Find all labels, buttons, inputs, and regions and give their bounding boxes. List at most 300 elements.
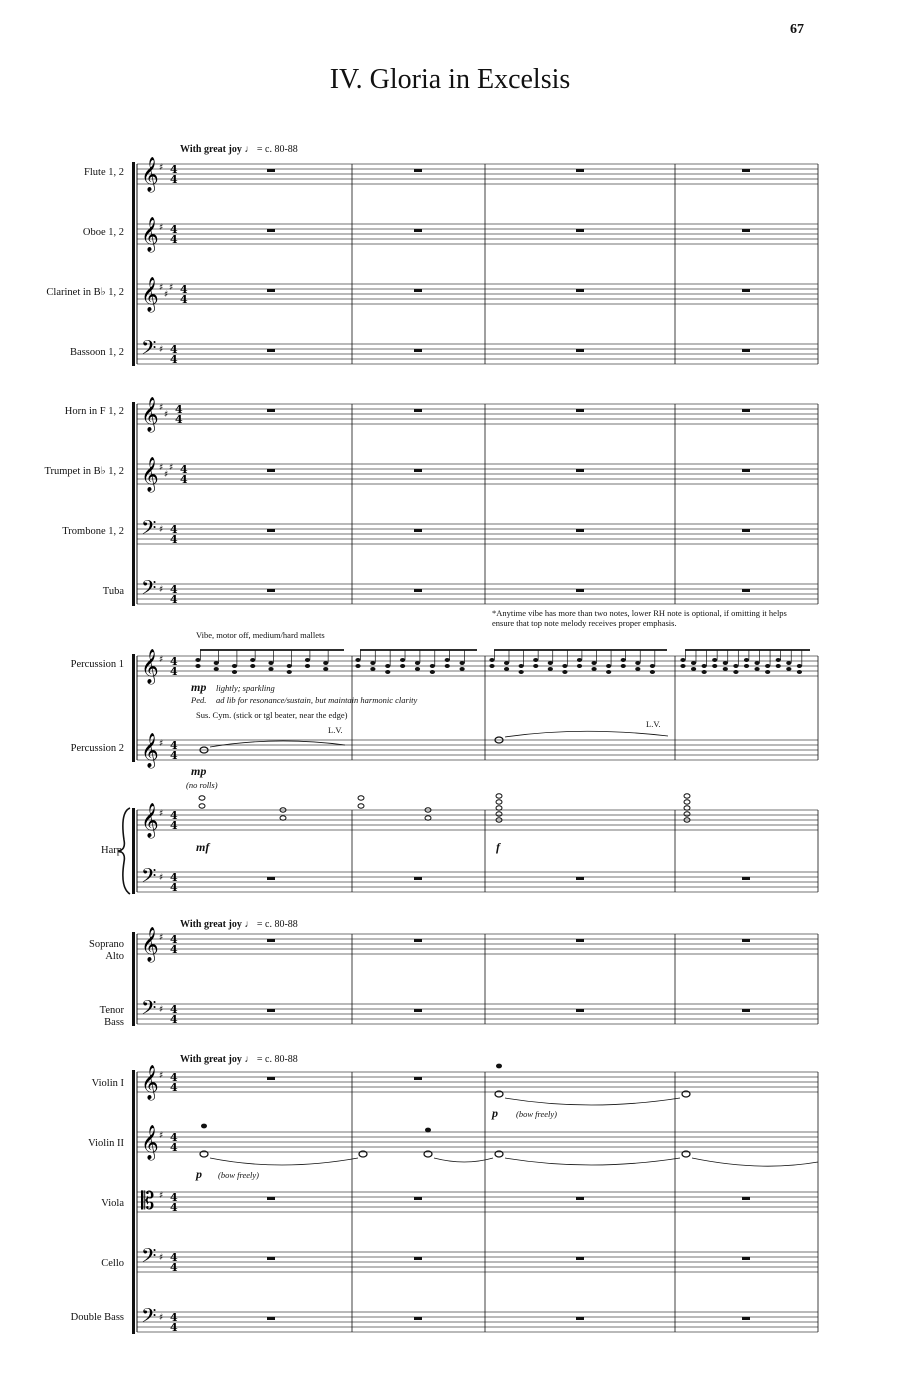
note-head bbox=[415, 661, 420, 665]
note-head bbox=[287, 670, 292, 674]
page-number: 67 bbox=[790, 22, 804, 37]
whole-rest-icon bbox=[267, 169, 275, 172]
harp-note bbox=[358, 804, 364, 808]
vln1-dynamic: p bbox=[492, 1106, 498, 1120]
time-signature-top: 4 bbox=[170, 583, 178, 596]
whole-rest-icon bbox=[414, 1257, 422, 1260]
note-head bbox=[786, 661, 791, 665]
note-head bbox=[577, 658, 582, 662]
whole-rest-icon bbox=[576, 529, 584, 532]
note-head bbox=[460, 667, 465, 671]
bass-clef-icon: 𝄢 bbox=[141, 336, 157, 364]
whole-rest-icon bbox=[742, 469, 750, 472]
bracket bbox=[132, 808, 135, 894]
bass-clef-icon: 𝄢 bbox=[141, 516, 157, 544]
time-signature-bottom: 4 bbox=[170, 749, 178, 762]
sharp-icon: ♯ bbox=[159, 1253, 164, 1263]
harp-dynamic-mf: mf bbox=[196, 840, 210, 854]
note-head bbox=[733, 664, 738, 668]
label-percussion-1: Percussion 1 bbox=[70, 659, 124, 670]
sharp-icon: ♯ bbox=[159, 655, 164, 665]
label-violin-2: Violin II bbox=[88, 1138, 124, 1149]
note-head bbox=[562, 670, 567, 674]
note-head bbox=[702, 664, 707, 668]
note-head bbox=[702, 670, 707, 674]
note-head bbox=[460, 661, 465, 665]
time-signature-top: 4 bbox=[180, 463, 188, 476]
tie bbox=[434, 1158, 493, 1162]
time-signature-bottom: 4 bbox=[170, 1081, 178, 1094]
note-head bbox=[430, 670, 435, 674]
note-head bbox=[691, 661, 696, 665]
note-head bbox=[635, 661, 640, 665]
whole-rest-icon bbox=[742, 939, 750, 942]
sharp-icon: ♯ bbox=[164, 470, 169, 480]
sharp-icon: ♯ bbox=[159, 1071, 164, 1081]
note-head bbox=[504, 667, 509, 671]
vibe-setup: Vibe, motor off, medium/hard mallets bbox=[196, 630, 325, 640]
whole-rest-icon bbox=[267, 469, 275, 472]
whole-rest-icon bbox=[267, 349, 275, 352]
tie bbox=[505, 731, 668, 737]
whole-rest-icon bbox=[267, 1197, 275, 1200]
tie bbox=[505, 1158, 680, 1165]
whole-rest-icon bbox=[742, 1257, 750, 1260]
note-head bbox=[712, 658, 717, 662]
time-signature-top: 4 bbox=[170, 343, 178, 356]
note-head bbox=[723, 661, 728, 665]
label-cello: Cello bbox=[101, 1258, 124, 1269]
time-signature-top: 4 bbox=[180, 283, 188, 296]
vln1-bow-freely: (bow freely) bbox=[516, 1109, 557, 1119]
treble-clef-icon: 𝄞 bbox=[141, 217, 159, 252]
label-bass-voice: Bass bbox=[104, 1017, 124, 1028]
note-head bbox=[519, 670, 524, 674]
note-head bbox=[797, 670, 802, 674]
page-title: IV. Gloria in Excelsis bbox=[329, 64, 571, 95]
note-head bbox=[548, 667, 553, 671]
sharp-icon: ♯ bbox=[159, 933, 164, 943]
sharp-icon: ♯ bbox=[159, 525, 164, 535]
note-head bbox=[650, 664, 655, 668]
whole-rest-icon bbox=[742, 349, 750, 352]
whole-rest-icon bbox=[576, 589, 584, 592]
treble-clef-icon: 𝄞 bbox=[141, 649, 159, 684]
harp-chord-note bbox=[496, 806, 502, 810]
note-head bbox=[400, 658, 405, 662]
note-head bbox=[723, 667, 728, 671]
harp-chord-note bbox=[496, 812, 502, 816]
note-head bbox=[776, 658, 781, 662]
whole-rest-icon bbox=[414, 589, 422, 592]
whole-rest-icon bbox=[414, 349, 422, 352]
tempo-metronome: = c. 80-88 bbox=[256, 1054, 298, 1065]
note-head bbox=[400, 664, 405, 668]
whole-rest-icon bbox=[742, 877, 750, 880]
quarter-note-icon: ♩ bbox=[244, 144, 255, 155]
whole-rest-icon bbox=[576, 349, 584, 352]
treble-clef-icon: 𝄞 bbox=[141, 733, 159, 768]
note-head bbox=[305, 658, 310, 662]
note-head bbox=[268, 661, 273, 665]
sus-cym-instruction: Sus. Cym. (stick or tgl beater, near the edge) bbox=[196, 710, 348, 720]
harp-chord-note bbox=[496, 794, 502, 798]
bass-clef-icon: 𝄢 bbox=[141, 1304, 157, 1332]
note-head bbox=[712, 664, 717, 668]
harp-note bbox=[280, 816, 286, 820]
sharp-icon: ♯ bbox=[159, 873, 164, 883]
treble-clef-icon: 𝄞 bbox=[141, 927, 159, 962]
whole-rest-icon bbox=[576, 469, 584, 472]
treble-clef-icon: 𝄞 bbox=[141, 157, 159, 192]
time-signature-top: 4 bbox=[170, 655, 178, 668]
whole-rest-icon bbox=[576, 1197, 584, 1200]
whole-rest-icon bbox=[267, 1009, 275, 1012]
time-signature-top: 4 bbox=[170, 809, 178, 822]
note-head bbox=[232, 670, 237, 674]
note-head bbox=[797, 664, 802, 668]
note-head bbox=[504, 661, 509, 665]
time-signature-top: 4 bbox=[170, 933, 178, 946]
lv-mark-2: L.V. bbox=[646, 719, 661, 729]
whole-rest-icon bbox=[576, 877, 584, 880]
whole-rest-icon bbox=[414, 409, 422, 412]
sharp-icon: ♯ bbox=[169, 283, 174, 293]
note-head bbox=[195, 658, 200, 662]
whole-rest-icon bbox=[267, 939, 275, 942]
note-head bbox=[621, 664, 626, 668]
label-violin-1: Violin I bbox=[91, 1078, 124, 1089]
note-head bbox=[533, 664, 538, 668]
note-head bbox=[765, 670, 770, 674]
note-head bbox=[385, 670, 390, 674]
harmonic-note bbox=[496, 1064, 502, 1069]
barlines bbox=[118, 162, 818, 1334]
whole-rest-icon bbox=[414, 289, 422, 292]
tie bbox=[210, 741, 345, 747]
time-signature-bottom: 4 bbox=[175, 413, 183, 426]
whole-rest-icon bbox=[267, 877, 275, 880]
sharp-icon: ♯ bbox=[164, 290, 169, 300]
note-head bbox=[606, 670, 611, 674]
harp-chord-note bbox=[496, 800, 502, 804]
note-head bbox=[733, 670, 738, 674]
whole-rest-icon bbox=[267, 229, 275, 232]
bass-clef-icon: 𝄢 bbox=[141, 864, 157, 892]
whole-rest-icon bbox=[742, 1317, 750, 1320]
time-signature-bottom: 4 bbox=[170, 665, 178, 678]
whole-rest-icon bbox=[742, 1197, 750, 1200]
note-head bbox=[323, 667, 328, 671]
note-head bbox=[305, 664, 310, 668]
label-trumpet: Trumpet in B♭ 1, 2 bbox=[44, 466, 124, 477]
whole-rest-icon bbox=[576, 1257, 584, 1260]
note-head bbox=[621, 658, 626, 662]
harp-chord-note bbox=[684, 806, 690, 810]
time-signature-top: 4 bbox=[170, 1191, 178, 1204]
time-signature-top: 4 bbox=[170, 1311, 178, 1324]
note-head bbox=[214, 667, 219, 671]
whole-rest-icon bbox=[742, 409, 750, 412]
sharp-icon: ♯ bbox=[159, 163, 164, 173]
vln2-bow-freely: (bow freely) bbox=[218, 1170, 259, 1180]
note-head bbox=[250, 658, 255, 662]
sharp-icon: ♯ bbox=[159, 1313, 164, 1323]
note-head bbox=[370, 661, 375, 665]
label-soprano: Soprano bbox=[89, 939, 124, 950]
harmonic-note bbox=[201, 1124, 207, 1129]
pedal-mark: Ped. bbox=[191, 695, 207, 705]
time-signature-bottom: 4 bbox=[170, 173, 178, 186]
whole-rest-icon bbox=[414, 1077, 422, 1080]
whole-rest-icon bbox=[414, 1009, 422, 1012]
whole-rest-icon bbox=[414, 877, 422, 880]
whole-rest-icon bbox=[576, 169, 584, 172]
note-head bbox=[489, 658, 494, 662]
whole-rest-icon bbox=[414, 229, 422, 232]
time-signature-bottom: 4 bbox=[170, 1321, 178, 1334]
note-head bbox=[415, 667, 420, 671]
harp-chord-note bbox=[684, 794, 690, 798]
whole-rest-icon bbox=[267, 409, 275, 412]
label-tuba: Tuba bbox=[102, 586, 124, 597]
note-head bbox=[355, 658, 360, 662]
whole-rest-icon bbox=[414, 1197, 422, 1200]
treble-clef-icon: 𝄞 bbox=[141, 397, 159, 432]
sharp-icon: ♯ bbox=[159, 1131, 164, 1141]
bracket bbox=[132, 654, 135, 762]
note-head bbox=[635, 667, 640, 671]
note-head bbox=[776, 664, 781, 668]
time-signature-bottom: 4 bbox=[170, 1013, 178, 1026]
label-clarinet: Clarinet in B♭ 1, 2 bbox=[46, 287, 124, 298]
time-signature-bottom: 4 bbox=[170, 353, 178, 366]
whole-rest-icon bbox=[742, 289, 750, 292]
label-harp: Harp bbox=[101, 845, 122, 856]
note-head bbox=[680, 658, 685, 662]
note-head bbox=[577, 664, 582, 668]
harmonic-note bbox=[425, 1128, 431, 1133]
tempo-text: With great joy bbox=[180, 1054, 242, 1065]
time-signature-bottom: 4 bbox=[170, 233, 178, 246]
time-signature-top: 4 bbox=[170, 163, 178, 176]
quarter-note-icon: ♩ bbox=[244, 1054, 255, 1065]
sharp-icon: ♯ bbox=[159, 345, 164, 355]
whole-rest-icon bbox=[267, 589, 275, 592]
note-head bbox=[519, 664, 524, 668]
sharp-icon: ♯ bbox=[159, 1191, 164, 1201]
treble-clef-icon: 𝄞 bbox=[141, 1065, 159, 1100]
note-head bbox=[591, 661, 596, 665]
bracket bbox=[132, 402, 135, 606]
time-signature-top: 4 bbox=[175, 403, 183, 416]
whole-rest-icon bbox=[742, 529, 750, 532]
note-head bbox=[370, 667, 375, 671]
treble-clef-icon: 𝄞 bbox=[141, 803, 159, 838]
note-head bbox=[214, 661, 219, 665]
bass-clef-icon: 𝄢 bbox=[141, 576, 157, 604]
vln2-dynamic: p bbox=[196, 1167, 202, 1181]
harp-chord-note bbox=[684, 800, 690, 804]
label-tenor: Tenor bbox=[99, 1005, 124, 1016]
note-head bbox=[323, 661, 328, 665]
sharp-icon: ♯ bbox=[169, 463, 174, 473]
time-signature-top: 4 bbox=[170, 223, 178, 236]
perc1-dynamic: mp bbox=[191, 680, 207, 694]
time-signature-bottom: 4 bbox=[170, 593, 178, 606]
harp-brace bbox=[118, 808, 130, 894]
time-signature-bottom: 4 bbox=[170, 533, 178, 546]
whole-rest-icon bbox=[414, 169, 422, 172]
note-head bbox=[430, 664, 435, 668]
whole-rest-icon bbox=[576, 1317, 584, 1320]
whole-rest-icon bbox=[267, 289, 275, 292]
time-signature-top: 4 bbox=[170, 871, 178, 884]
pedal-instruction: ad lib for resonance/sustain, but maintain harmonic clarity bbox=[216, 695, 418, 705]
tempo-metronome: = c. 80-88 bbox=[256, 144, 298, 155]
note-head bbox=[445, 658, 450, 662]
whole-rest-icon bbox=[267, 1317, 275, 1320]
staves bbox=[137, 164, 818, 1332]
whole-rest-icon bbox=[267, 1257, 275, 1260]
note-head bbox=[606, 664, 611, 668]
harp-chord-note bbox=[684, 812, 690, 816]
label-viola: Viola bbox=[101, 1198, 124, 1209]
whole-rest-icon bbox=[414, 469, 422, 472]
label-flute: Flute 1, 2 bbox=[84, 167, 124, 178]
whole-rest-icon bbox=[576, 939, 584, 942]
vibe-footnote: *Anytime vibe has more than two notes, lower RH note is optional, if omitting it helps ensure that top note melody receives proper emphasis. bbox=[492, 608, 787, 628]
harp-note bbox=[425, 816, 431, 820]
note-head bbox=[445, 664, 450, 668]
whole-rest-icon bbox=[576, 1009, 584, 1012]
whole-rest-icon bbox=[742, 229, 750, 232]
time-signature-bottom: 4 bbox=[180, 293, 188, 306]
sharp-icon: ♯ bbox=[159, 283, 164, 293]
tempo-text: With great joy bbox=[180, 919, 242, 930]
no-rolls: (no rolls) bbox=[186, 780, 218, 790]
bass-clef-icon: 𝄢 bbox=[141, 996, 157, 1024]
note-head bbox=[650, 670, 655, 674]
whole-rest-icon bbox=[576, 289, 584, 292]
note-head bbox=[680, 664, 685, 668]
quarter-note-icon: ♩ bbox=[244, 919, 255, 930]
harp-note bbox=[358, 796, 364, 800]
harp-note bbox=[199, 796, 205, 800]
time-signature-bottom: 4 bbox=[170, 1141, 178, 1154]
note-head bbox=[250, 664, 255, 668]
time-signature-top: 4 bbox=[170, 1131, 178, 1144]
tie bbox=[505, 1098, 680, 1105]
harp-note bbox=[199, 804, 205, 808]
harp-dynamic-f: f bbox=[496, 840, 500, 854]
whole-rest-icon bbox=[742, 1009, 750, 1012]
note-head bbox=[562, 664, 567, 668]
note-head bbox=[385, 664, 390, 668]
note-head bbox=[232, 664, 237, 668]
lv-mark-1: L.V. bbox=[328, 725, 343, 735]
whole-rest-icon bbox=[414, 939, 422, 942]
time-signature-bottom: 4 bbox=[170, 1201, 178, 1214]
sharp-icon: ♯ bbox=[159, 463, 164, 473]
label-oboe: Oboe 1, 2 bbox=[82, 227, 124, 238]
whole-rest-icon bbox=[576, 409, 584, 412]
tie bbox=[692, 1158, 818, 1166]
time-signature-bottom: 4 bbox=[180, 473, 188, 486]
bracket bbox=[132, 932, 135, 1026]
sharp-icon: ♯ bbox=[159, 223, 164, 233]
note-head bbox=[765, 664, 770, 668]
time-signature-bottom: 4 bbox=[170, 881, 178, 894]
treble-clef-icon: 𝄞 bbox=[141, 277, 159, 312]
label-alto: Alto bbox=[105, 951, 124, 962]
bracket bbox=[132, 1070, 135, 1334]
note-head bbox=[548, 661, 553, 665]
label-trombone: Trombone 1, 2 bbox=[62, 526, 124, 537]
whole-rest-icon bbox=[414, 1317, 422, 1320]
whole-rest-icon bbox=[576, 229, 584, 232]
sharp-icon: ♯ bbox=[159, 739, 164, 749]
note-head bbox=[691, 667, 696, 671]
sharp-icon: ♯ bbox=[159, 809, 164, 819]
note-head bbox=[744, 664, 749, 668]
time-signature-top: 4 bbox=[170, 1071, 178, 1084]
glyphs bbox=[141, 157, 818, 1334]
sharp-icon: ♯ bbox=[159, 403, 164, 413]
tempo-text: With great joy bbox=[180, 144, 242, 155]
bass-clef-icon: 𝄢 bbox=[141, 1244, 157, 1272]
time-signature-top: 4 bbox=[170, 1251, 178, 1264]
treble-clef-icon: 𝄞 bbox=[141, 1125, 159, 1160]
note-head bbox=[268, 667, 273, 671]
note-head bbox=[355, 664, 360, 668]
note-head bbox=[533, 658, 538, 662]
treble-clef-icon: 𝄞 bbox=[141, 457, 159, 492]
bracket bbox=[132, 162, 135, 366]
tempo-metronome: = c. 80-88 bbox=[256, 919, 298, 930]
note-head bbox=[489, 664, 494, 668]
sharp-icon: ♯ bbox=[159, 585, 164, 595]
note-head bbox=[754, 661, 759, 665]
time-signature-bottom: 4 bbox=[170, 1261, 178, 1274]
note-head bbox=[744, 658, 749, 662]
time-signature-top: 4 bbox=[170, 523, 178, 536]
note-head bbox=[287, 664, 292, 668]
alto-clef-icon: 𝄡 bbox=[141, 1187, 155, 1215]
time-signature-bottom: 4 bbox=[170, 819, 178, 832]
label-horn: Horn in F 1, 2 bbox=[64, 406, 124, 417]
whole-rest-icon bbox=[742, 169, 750, 172]
note-head bbox=[591, 667, 596, 671]
note-head bbox=[195, 664, 200, 668]
note-head bbox=[786, 667, 791, 671]
whole-rest-icon bbox=[414, 529, 422, 532]
label-double-bass: Double Bass bbox=[70, 1312, 124, 1323]
time-signature-top: 4 bbox=[170, 739, 178, 752]
sharp-icon: ♯ bbox=[164, 410, 169, 420]
label-percussion-2: Percussion 2 bbox=[70, 743, 124, 754]
whole-rest-icon bbox=[742, 589, 750, 592]
time-signature-bottom: 4 bbox=[170, 943, 178, 956]
tie bbox=[210, 1158, 358, 1165]
whole-rest-icon bbox=[267, 1077, 275, 1080]
time-signature-top: 4 bbox=[170, 1003, 178, 1016]
whole-rest-icon bbox=[267, 529, 275, 532]
sharp-icon: ♯ bbox=[159, 1005, 164, 1015]
perc2-dynamic: mp bbox=[191, 764, 207, 778]
label-bassoon: Bassoon 1, 2 bbox=[70, 347, 124, 358]
note-head bbox=[754, 667, 759, 671]
